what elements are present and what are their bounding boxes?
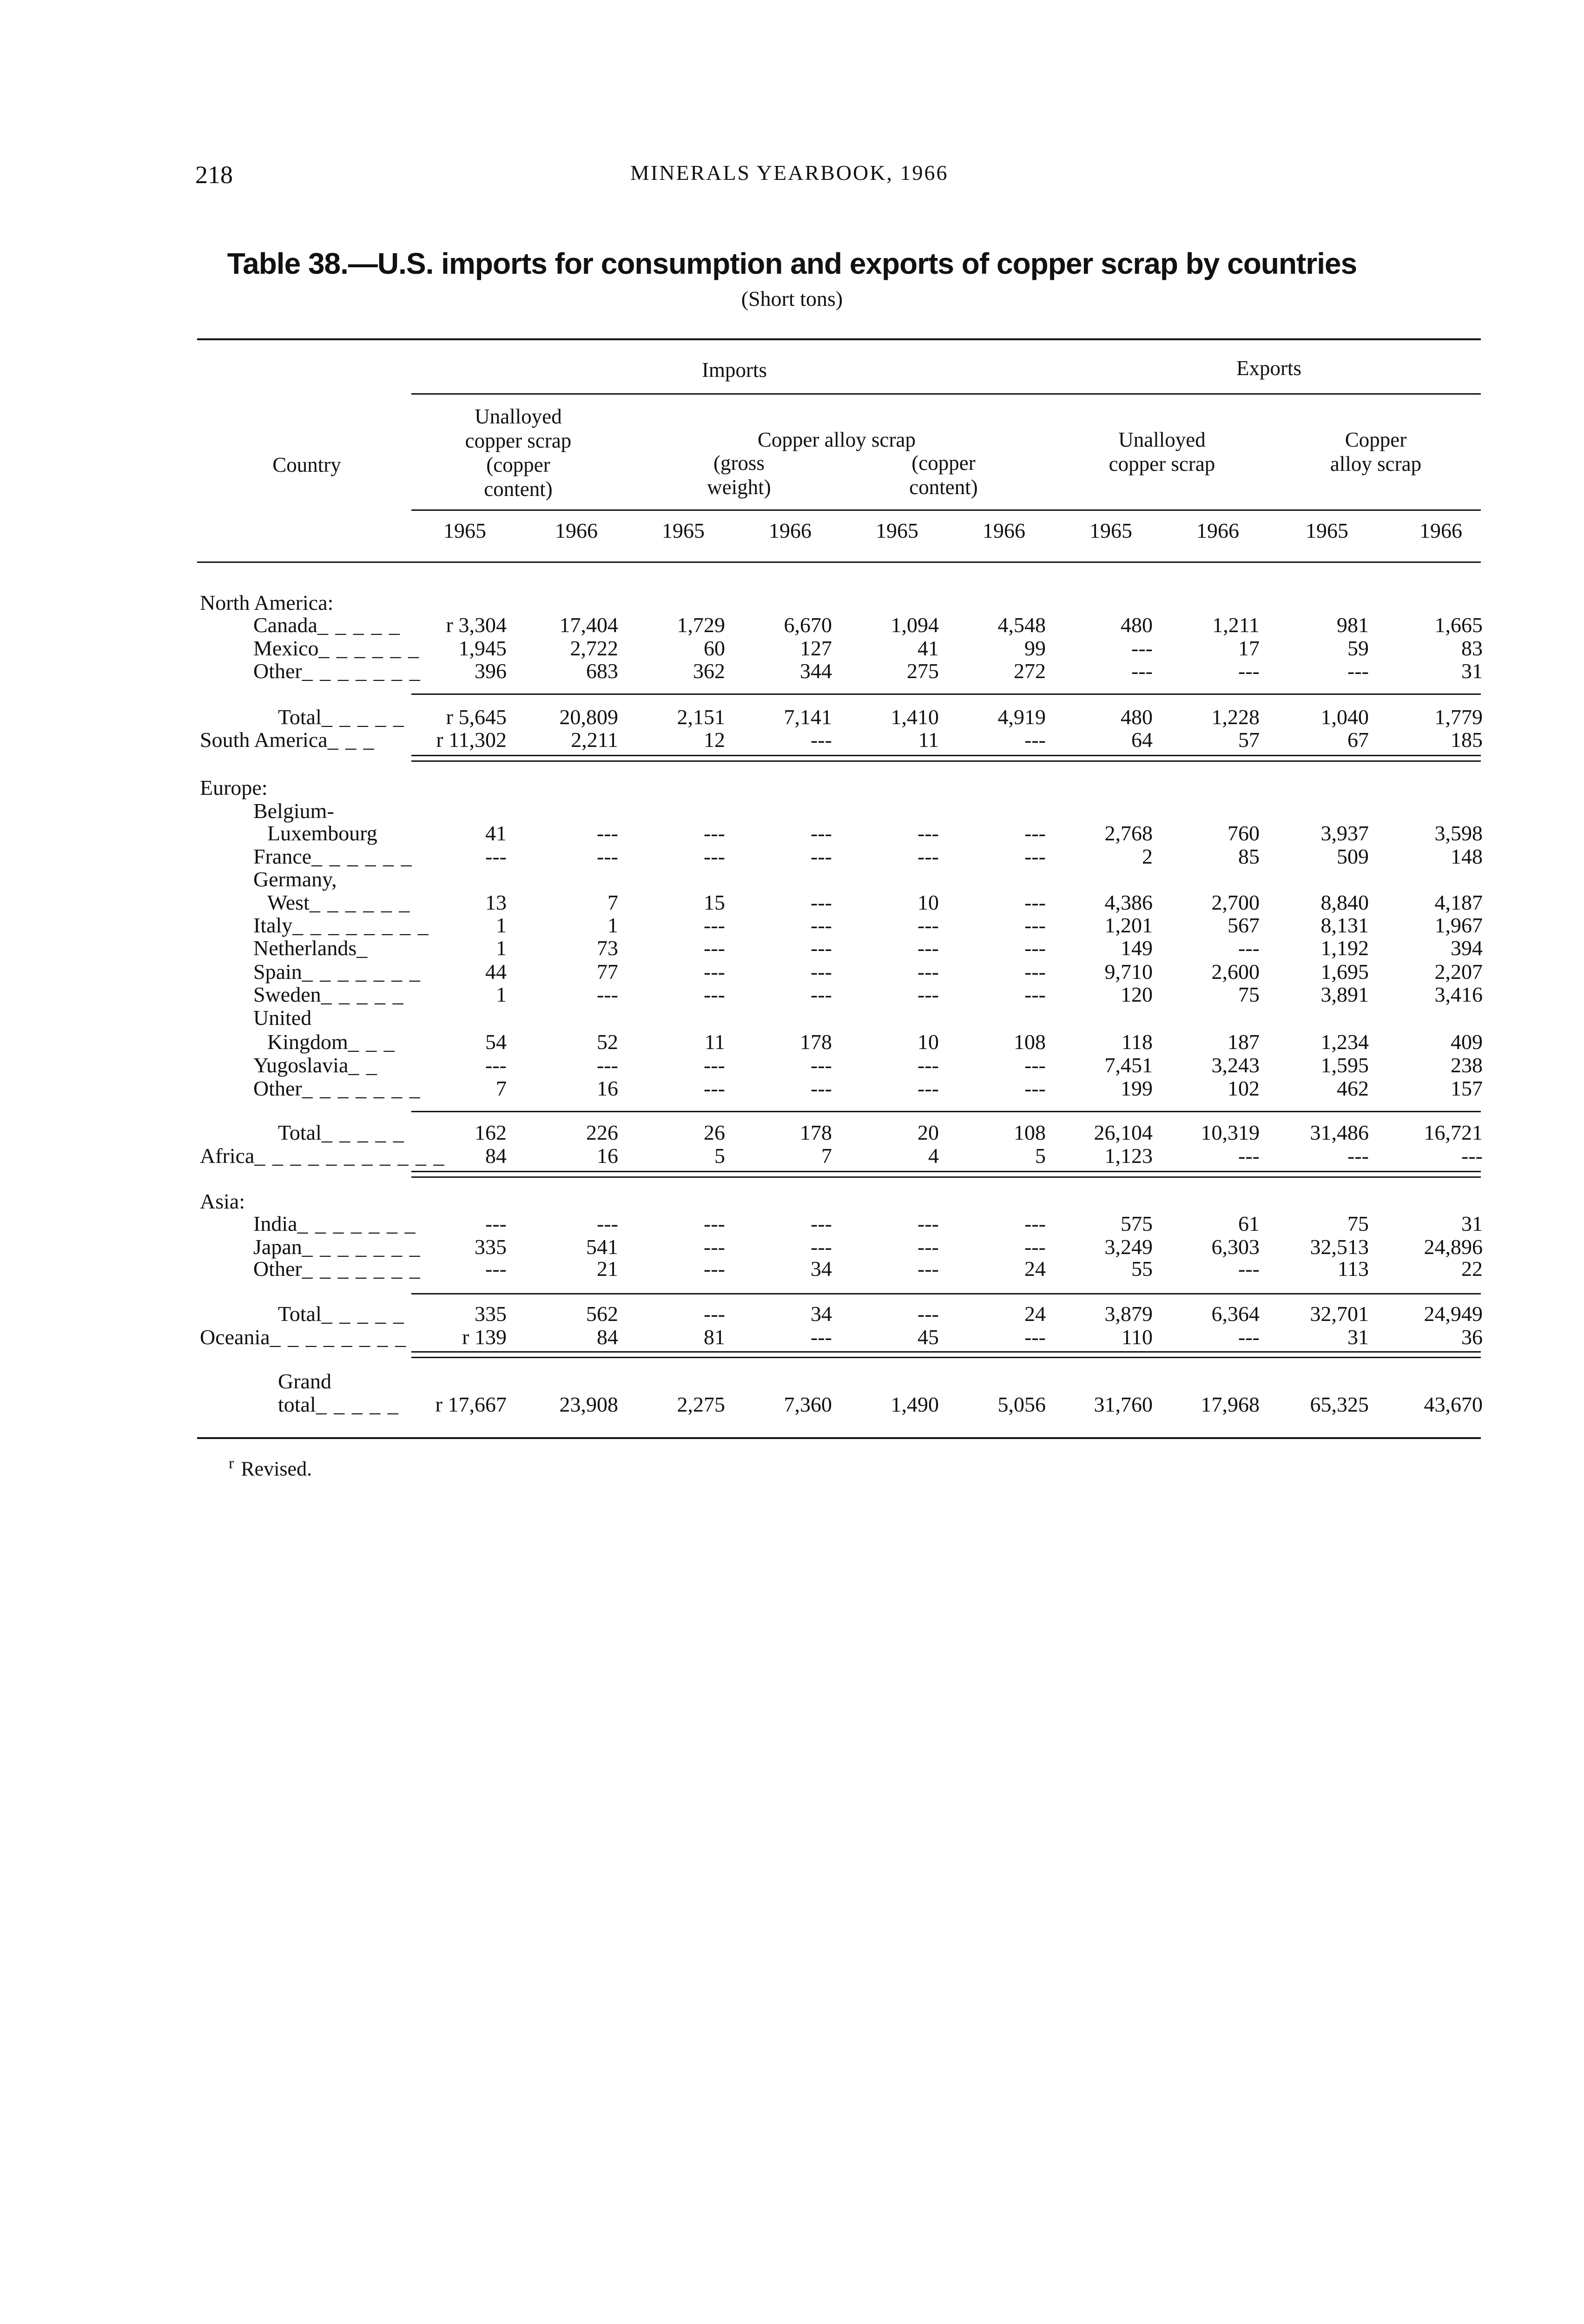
table-cell: 17,404 (559, 613, 618, 637)
table-cell: 11 (704, 1030, 725, 1054)
header-exports: Exports (1236, 357, 1301, 380)
table-cell: 396 (475, 659, 507, 683)
table-cell: --- (485, 845, 507, 868)
header-imp-unalloyed: Unalloyed copper scrap (copper content) (465, 405, 572, 501)
table-cell: 61 (1238, 1212, 1260, 1235)
table-cell: --- (1238, 1325, 1260, 1349)
table-cell: --- (485, 1257, 507, 1281)
year-header-9: 1966 (1419, 519, 1462, 542)
table-cell: 13 (485, 891, 507, 914)
table-cell: 1,040 (1320, 705, 1369, 729)
table-cell: 981 (1337, 613, 1369, 637)
row-label: Total_ _ _ _ _ (278, 1121, 405, 1144)
table-cell: --- (704, 960, 725, 984)
table-cell: --- (811, 891, 832, 914)
table-cell: --- (811, 821, 832, 845)
row-label: Yugoslavia_ _ (253, 1053, 378, 1077)
row-label: Grand (278, 1369, 331, 1393)
table-cell: --- (811, 845, 832, 868)
table-cell: 73 (597, 936, 618, 960)
table-cell: --- (1238, 1144, 1260, 1168)
table-cell: 7,451 (1104, 1053, 1153, 1077)
table-cell: 275 (907, 659, 939, 683)
row-label: Kingdom_ _ _ (267, 1030, 396, 1054)
row-label: Luxembourg (267, 821, 377, 845)
table-cell: 9,710 (1104, 960, 1153, 984)
table-cell: --- (597, 821, 618, 845)
row-label: Total_ _ _ _ _ (278, 705, 405, 729)
table-cell: 1,410 (891, 705, 939, 729)
table-cell: 67 (1347, 728, 1369, 752)
rule-africa-b (411, 1176, 1481, 1178)
year-header-0: 1965 (443, 519, 486, 542)
table-cell: --- (917, 1257, 939, 1281)
table-cell: --- (704, 845, 725, 868)
table-cell: 2,768 (1104, 821, 1153, 845)
table-cell: 335 (475, 1302, 507, 1326)
table-cell: --- (811, 936, 832, 960)
table-cell: 4 (928, 1144, 939, 1168)
table-cell: 187 (1228, 1030, 1260, 1054)
table-cell: 16 (597, 1076, 618, 1100)
table-cell: --- (704, 1212, 725, 1235)
table-cell: --- (704, 1235, 725, 1259)
table-cell: 1,234 (1320, 1030, 1369, 1054)
table-cell: 102 (1228, 1076, 1260, 1100)
table-cell: 272 (1014, 659, 1046, 683)
row-label: Japan_ _ _ _ _ _ _ (253, 1235, 421, 1259)
table-cell: r 17,667 (435, 1393, 507, 1416)
table-cell: --- (1024, 1076, 1046, 1100)
row-label: Canada_ _ _ _ _ (253, 613, 401, 637)
table-cell: 24 (1024, 1257, 1046, 1281)
row-label: India_ _ _ _ _ _ _ (253, 1212, 416, 1235)
rule-group (411, 393, 1481, 395)
table-cell: 81 (704, 1325, 725, 1349)
table-cell: --- (704, 821, 725, 845)
header-exp-alloy: Copper alloy scrap (1330, 428, 1422, 475)
table-cell: 8,840 (1320, 891, 1369, 914)
table-cell: 110 (1121, 1325, 1153, 1349)
table-cell: 7 (496, 1076, 507, 1100)
table-cell: 683 (586, 659, 618, 683)
table-cell: 1,123 (1104, 1144, 1153, 1168)
table-cell: 16,721 (1424, 1121, 1483, 1144)
table-cell: 41 (917, 636, 939, 660)
table-cell: 562 (586, 1302, 618, 1326)
rule-asia-total (411, 1293, 1481, 1294)
row-label: Africa_ _ _ _ _ _ _ _ _ _ _ (200, 1144, 445, 1168)
table-cell: 1,779 (1434, 705, 1483, 729)
table-cell: 31 (1347, 1325, 1369, 1349)
table-cell: 7 (821, 1144, 832, 1168)
rule-years-top (411, 509, 1481, 511)
year-header-5: 1966 (983, 519, 1025, 542)
header-country: Country (272, 453, 341, 476)
table-cell: 541 (586, 1235, 618, 1259)
table-cell: 75 (1347, 1212, 1369, 1235)
table-cell: 394 (1451, 936, 1483, 960)
table-cell: --- (1024, 1212, 1046, 1235)
table-cell: 52 (597, 1030, 618, 1054)
table-cell: 2,207 (1434, 960, 1483, 984)
table-cell: 185 (1451, 728, 1483, 752)
table-cell: r 139 (462, 1325, 507, 1349)
table-cell: --- (704, 1076, 725, 1100)
rule-top (197, 338, 1481, 340)
table-cell: 15 (704, 891, 725, 914)
table-cell: 17 (1238, 636, 1260, 660)
year-header-8: 1965 (1306, 519, 1348, 542)
table-cell: r 11,302 (436, 728, 507, 752)
header-imp-alloy: Copper alloy scrap (758, 428, 916, 451)
table-cell: 31 (1461, 1212, 1483, 1235)
table-cell: 4,386 (1104, 891, 1153, 914)
row-label: Oceania_ _ _ _ _ _ _ _ (200, 1325, 407, 1349)
table-cell: 10 (917, 1030, 939, 1054)
table-cell: --- (704, 1257, 725, 1281)
rule-bottom (197, 1437, 1481, 1439)
table-cell: --- (917, 913, 939, 937)
table-cell: --- (1024, 728, 1046, 752)
table-cell: 6,364 (1211, 1302, 1260, 1326)
table-cell: 238 (1451, 1053, 1483, 1077)
table-cell: 567 (1228, 913, 1260, 937)
table-cell: 34 (811, 1257, 832, 1281)
table-cell: 24,896 (1424, 1235, 1483, 1259)
table-cell: --- (1024, 983, 1046, 1006)
table-cell: 2,151 (677, 705, 725, 729)
table-cell: 77 (597, 960, 618, 984)
table-cell: --- (917, 1235, 939, 1259)
page-number: 218 (195, 161, 233, 189)
table-cell: 75 (1238, 983, 1260, 1006)
table-cell: --- (1238, 1257, 1260, 1281)
table-cell: --- (811, 960, 832, 984)
table-cell: 6,303 (1211, 1235, 1260, 1259)
table-cell: 1,192 (1320, 936, 1369, 960)
table-cell: 3,879 (1104, 1302, 1153, 1326)
year-header-1: 1966 (555, 519, 598, 542)
table-cell: --- (811, 728, 832, 752)
table-cell: 2,211 (571, 728, 618, 752)
table-cell: 178 (800, 1121, 832, 1144)
rule-oceania-b (411, 1357, 1481, 1358)
table-cell: --- (1024, 1325, 1046, 1349)
table-cell: 226 (586, 1121, 618, 1144)
table-cell: 7,141 (784, 705, 832, 729)
table-cell: 3,416 (1434, 983, 1483, 1006)
row-label: Belgium- (253, 799, 334, 823)
table-cell: 148 (1451, 845, 1483, 868)
row-label: South America_ _ _ (200, 728, 375, 752)
table-cell: --- (597, 983, 618, 1006)
table-cell: 178 (800, 1030, 832, 1054)
table-cell: 60 (704, 636, 725, 660)
table-cell: 480 (1121, 613, 1153, 637)
table-cell: 2 (1142, 845, 1153, 868)
rule-oceania-a (411, 1351, 1481, 1353)
year-header-3: 1966 (769, 519, 812, 542)
table-cell: --- (704, 1053, 725, 1077)
table-cell: 99 (1024, 636, 1046, 660)
table-cell: --- (485, 1053, 507, 1077)
table-cell: 3,891 (1320, 983, 1369, 1006)
table-cell: --- (1131, 659, 1153, 683)
table-cell: 1,228 (1211, 705, 1260, 729)
table-cell: --- (917, 1076, 939, 1100)
rule-eu-total (411, 1111, 1481, 1112)
table-cell: r 3,304 (446, 613, 507, 637)
table-cell: --- (1461, 1144, 1483, 1168)
table-cell: --- (917, 845, 939, 868)
rule-africa-a (411, 1171, 1481, 1172)
table-cell: --- (811, 1053, 832, 1077)
table-cell: 26 (704, 1121, 725, 1144)
table-cell: 3,937 (1320, 821, 1369, 845)
table-cell: --- (1238, 659, 1260, 683)
table-cell: --- (704, 913, 725, 937)
table-cell: --- (917, 960, 939, 984)
table-cell: --- (811, 1235, 832, 1259)
table-cell: 26,104 (1094, 1121, 1153, 1144)
table-cell: 1 (496, 936, 507, 960)
table-cell: --- (917, 1302, 939, 1326)
table-cell: 20,809 (559, 705, 618, 729)
table-cell: 157 (1451, 1076, 1483, 1100)
table-cell: --- (811, 983, 832, 1006)
table-cell: --- (1347, 1144, 1369, 1168)
table-cell: --- (704, 1302, 725, 1326)
table-cell: 1,967 (1434, 913, 1483, 937)
table-cell: 41 (485, 821, 507, 845)
table-cell: 2,600 (1211, 960, 1260, 984)
table-cell: 10 (917, 891, 939, 914)
table-cell: 108 (1014, 1030, 1046, 1054)
table-cell: 6,670 (784, 613, 832, 637)
table-cell: --- (1024, 936, 1046, 960)
table-cell: 55 (1131, 1257, 1153, 1281)
header-imp-alloy-copper: (copper content) (909, 451, 978, 499)
table-cell: 24 (1024, 1302, 1046, 1326)
table-cell: 4,187 (1434, 891, 1483, 914)
table-cell: 335 (475, 1235, 507, 1259)
table-cell: --- (917, 821, 939, 845)
table-cell: 32,513 (1310, 1235, 1369, 1259)
table-cell: 2,722 (570, 636, 618, 660)
header-imp-alloy-gross: (gross weight) (707, 451, 771, 499)
table-cell: 362 (693, 659, 725, 683)
row-label: Other_ _ _ _ _ _ _ (253, 1076, 421, 1100)
row-label: total_ _ _ _ _ (278, 1393, 399, 1416)
table-cell: --- (1024, 891, 1046, 914)
table-cell: 31,486 (1310, 1121, 1369, 1144)
table-cell: 127 (800, 636, 832, 660)
table-cell: --- (917, 1053, 939, 1077)
table-cell: --- (704, 936, 725, 960)
table-cell: 3,249 (1104, 1235, 1153, 1259)
table-cell: 162 (475, 1121, 507, 1144)
table-cell: r 5,645 (446, 705, 507, 729)
rule-header-bottom (197, 561, 1481, 563)
table-cell: --- (811, 1212, 832, 1235)
table-cell: 31 (1461, 659, 1483, 683)
table-cell: 24,949 (1424, 1302, 1483, 1326)
table-cell: --- (597, 845, 618, 868)
row-label: Europe: (200, 776, 268, 799)
table-cell: 1,665 (1434, 613, 1483, 637)
table-cell: 480 (1121, 705, 1153, 729)
table-cell: 8,131 (1320, 913, 1369, 937)
row-label: Sweden_ _ _ _ _ (253, 983, 404, 1006)
row-label: Other_ _ _ _ _ _ _ (253, 1257, 421, 1281)
table-cell: --- (1024, 1053, 1046, 1077)
table-cell: 509 (1337, 845, 1369, 868)
header-exp-unalloyed: Unalloyed copper scrap (1109, 428, 1215, 475)
row-label: Asia: (200, 1189, 245, 1213)
table-cell: 5 (1035, 1144, 1046, 1168)
table-cell: 120 (1121, 983, 1153, 1006)
table-cell: 4,548 (997, 613, 1046, 637)
table-cell: 199 (1121, 1076, 1153, 1100)
table-cell: 2,275 (677, 1393, 725, 1416)
table-cell: 21 (597, 1257, 618, 1281)
table-cell: --- (485, 1212, 507, 1235)
table-cell: 3,243 (1211, 1053, 1260, 1077)
table-cell: 2,700 (1211, 891, 1260, 914)
table-cell: 16 (597, 1144, 618, 1168)
table-cell: --- (1347, 659, 1369, 683)
table-cell: 10,319 (1201, 1121, 1260, 1144)
table-cell: 1,945 (458, 636, 507, 660)
year-header-6: 1965 (1089, 519, 1132, 542)
table-cell: 113 (1337, 1257, 1369, 1281)
table-cell: 575 (1121, 1212, 1153, 1235)
table-cell: 344 (800, 659, 832, 683)
table-cell: 20 (917, 1121, 939, 1144)
table-cell: 57 (1238, 728, 1260, 752)
table-cell: 44 (485, 960, 507, 984)
rule-sa-a (411, 755, 1481, 756)
table-cell: 65,325 (1310, 1393, 1369, 1416)
table-cell: 5 (714, 1144, 725, 1168)
table-cell: --- (597, 1053, 618, 1077)
table-cell: --- (1131, 636, 1153, 660)
table-cell: 23,908 (559, 1393, 618, 1416)
table-cell: 1 (496, 913, 507, 937)
table-cell: 409 (1451, 1030, 1483, 1054)
table-cell: 59 (1347, 636, 1369, 660)
table-cell: 17,968 (1201, 1393, 1260, 1416)
table-cell: 760 (1228, 821, 1260, 845)
table-cell: --- (704, 983, 725, 1006)
table-cell: 7,360 (784, 1393, 832, 1416)
table-cell: --- (1024, 913, 1046, 937)
table-cell: 32,701 (1310, 1302, 1369, 1326)
table-cell: --- (597, 1212, 618, 1235)
table-cell: 64 (1131, 728, 1153, 752)
table-cell: --- (1024, 845, 1046, 868)
footnote: $^r$ Revised. (229, 1455, 312, 1480)
table-cell: 4,919 (997, 705, 1046, 729)
table-cell: 85 (1238, 845, 1260, 868)
table-cell: --- (917, 983, 939, 1006)
table-cell: 118 (1121, 1030, 1153, 1054)
table-cell: 45 (917, 1325, 939, 1349)
table-cell: 22 (1461, 1257, 1483, 1281)
table-cell: 7 (607, 891, 618, 914)
table-cell: 1 (496, 983, 507, 1006)
table-cell: 1,094 (891, 613, 939, 637)
table-cell: 36 (1461, 1325, 1483, 1349)
year-header-2: 1965 (662, 519, 705, 542)
table-cell: 1,729 (677, 613, 725, 637)
running-head: MINERALS YEARBOOK, 1966 (630, 161, 949, 185)
table-cell: --- (1024, 1235, 1046, 1259)
table-cell: 1,201 (1104, 913, 1153, 937)
year-header-7: 1966 (1196, 519, 1239, 542)
row-label: Italy_ _ _ _ _ _ _ _ (253, 913, 429, 937)
table-subtitle: (Short tons) (741, 287, 843, 310)
table-cell: 34 (811, 1302, 832, 1326)
table-cell: 108 (1014, 1121, 1046, 1144)
rule-na-total (411, 693, 1481, 695)
row-label: United (253, 1006, 312, 1030)
table-cell: 31,760 (1094, 1393, 1153, 1416)
table-cell: 149 (1121, 936, 1153, 960)
row-label: Other_ _ _ _ _ _ _ (253, 659, 421, 683)
table-cell: --- (1024, 821, 1046, 845)
table-cell: 462 (1337, 1076, 1369, 1100)
row-label: Mexico_ _ _ _ _ _ (253, 636, 420, 660)
table-cell: --- (811, 1325, 832, 1349)
table-cell: 54 (485, 1030, 507, 1054)
table-cell: 1 (607, 913, 618, 937)
table-cell: 3,598 (1434, 821, 1483, 845)
row-label: North America: (200, 591, 334, 614)
table-cell: 84 (597, 1325, 618, 1349)
table-cell: 12 (704, 728, 725, 752)
year-header-4: 1965 (876, 519, 918, 542)
row-label: Germany, (253, 867, 337, 891)
table-cell: 1,490 (891, 1393, 939, 1416)
table-cell: --- (917, 936, 939, 960)
row-label: Netherlands_ (253, 936, 369, 960)
table-cell: 1,211 (1212, 613, 1260, 637)
table-cell: 1,695 (1320, 960, 1369, 984)
table-cell: --- (1238, 936, 1260, 960)
table-cell: --- (1024, 960, 1046, 984)
rule-sa-b (411, 760, 1481, 762)
table-cell: 84 (485, 1144, 507, 1168)
row-label: France_ _ _ _ _ _ (253, 845, 413, 868)
row-label: Total_ _ _ _ _ (278, 1302, 405, 1326)
table-cell: 1,595 (1320, 1053, 1369, 1077)
table-cell: 5,056 (997, 1393, 1046, 1416)
table-title: Table 38.—U.S. imports for consumption and exports of copper scrap by countries (227, 247, 1357, 280)
table-cell: --- (917, 1212, 939, 1235)
row-label: West_ _ _ _ _ _ (267, 891, 411, 914)
header-imports: Imports (702, 358, 767, 382)
row-label: Spain_ _ _ _ _ _ _ (253, 960, 421, 984)
table-cell: 11 (918, 728, 939, 752)
table-cell: --- (811, 913, 832, 937)
table-cell: --- (811, 1076, 832, 1100)
table-cell: 43,670 (1424, 1393, 1483, 1416)
table-cell: 83 (1461, 636, 1483, 660)
